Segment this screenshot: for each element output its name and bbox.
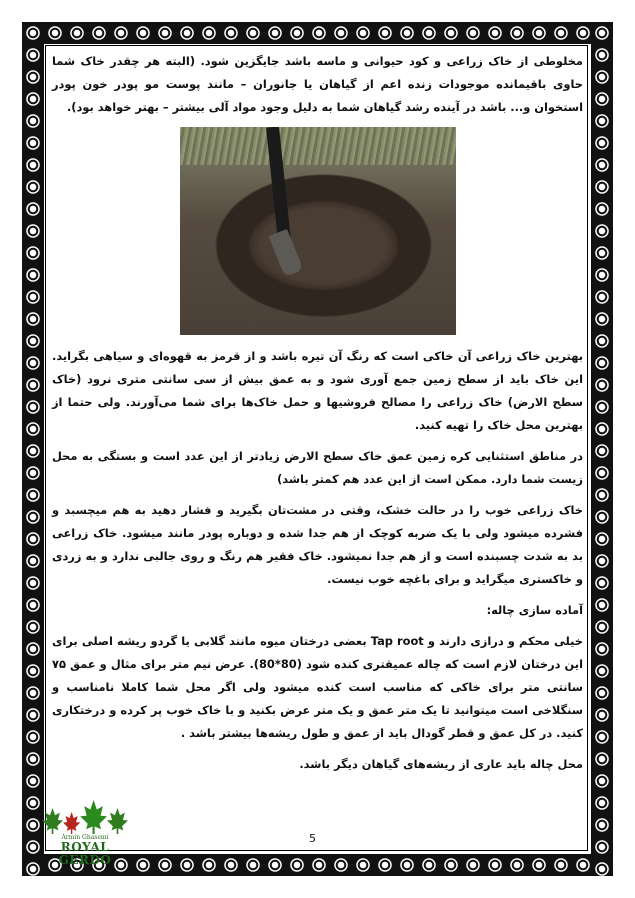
logo-author-text: Armin Ghasemi [61, 834, 109, 841]
soil-hole-photo [180, 127, 456, 335]
royal-gerdo-logo [42, 800, 128, 867]
leaf-icon [80, 800, 107, 834]
leaf-icon [107, 808, 128, 834]
red-leaf-icon [63, 812, 80, 834]
logo-brand-text: ROYAL GERDO [58, 840, 112, 867]
page-number: 5 [309, 832, 316, 845]
section-heading-pit: آماده سازی چاله: [486, 603, 583, 617]
paragraph-pit-size: خیلی محکم و درازی دارند و Tap root بعضی درختان میوه مانند گلابی یا گردو ریشه اصلی برای این درختان لازم است که چاله عمیقتری کنده شود (80*80). عرض نیم متر برای مثال و عمق ۷۵ سانتی متر برای خاکی که مناسب است کنده میشود ولی اگر محل شما کاملا نامناسب و سنگلاخی است میتوانید تا یک متر عمق و یک متر عرض بکنید و با خاک خوب پر کرده و درختکاری کنید. در کل عمق و قطر گودال باید از عمق و طول ریشه‌ها بیشتر باشد . [52, 634, 583, 740]
paragraph-intro: مخلوطی از خاک زراعی و کود حیوانی و ماسه باشد جایگزین شود. (البته هر چقدر خاک شما حاوی باقیمانده موجودات زنده اعم از گیاهان یا جانوران – مانند پوست مو پودر خون پودر استخوان و... باشد در آینده رشد گیاهان شما به دلیل وجود مواد آلی بیشتر – بهتر خواهد بود). [52, 54, 583, 114]
decorative-border-top [22, 22, 613, 44]
paragraph-good-soil-test: خاک زراعی خوب را در حالت خشک، وقتی در مشت‌تان بگیرید و فشار دهید به هم میچسبد و فشرده میشود ولی با یک ضربه کوچک از هم جدا شده و دوباره پودر مانند میشود. خاک زراعی بد به شدت چسبنده است و از هم جدا نمیشود. خاک فقیر هم رنگ و روی جالبی ندارد و به زردی و خاکستری میگراید و برای باغچه خوب نیست. [52, 503, 583, 586]
decorative-border-right [591, 22, 613, 876]
maple-leaves-icon [42, 800, 128, 834]
grass-edge [180, 127, 456, 165]
page-content [52, 50, 583, 850]
leaf-icon [42, 808, 63, 834]
spade-blade-icon [268, 229, 303, 277]
decorative-border-left [22, 22, 44, 876]
paragraph-pit-location: محل چاله باید عاری از ریشه‌های گیاهان دیگر باشد. [299, 757, 583, 771]
paragraph-regional-depth: در مناطق استثنایی کره زمین عمق خاک سطح الارض زیادتر از این عدد است و بستگی به محل زیست شما دارد. ممکن است از این عدد هم کمتر باشد) [52, 449, 583, 486]
paragraph-best-soil: بهترین خاک زراعی آن خاکی است که رنگ آن تیره باشد و از قرمز به قهوه‌ای و سیاهی بگراید. این خاک باید از سطح زمین جمع آوری شود و به عمق بیش از سی سانتی متری نرود (خاک سطح الارض) خاک زراعی را مصالح فروشیها و حمل خاک‌ها برای شما می‌آورند. ولی حتما از بهترین محل خاک را تهیه کنید. [52, 349, 583, 432]
